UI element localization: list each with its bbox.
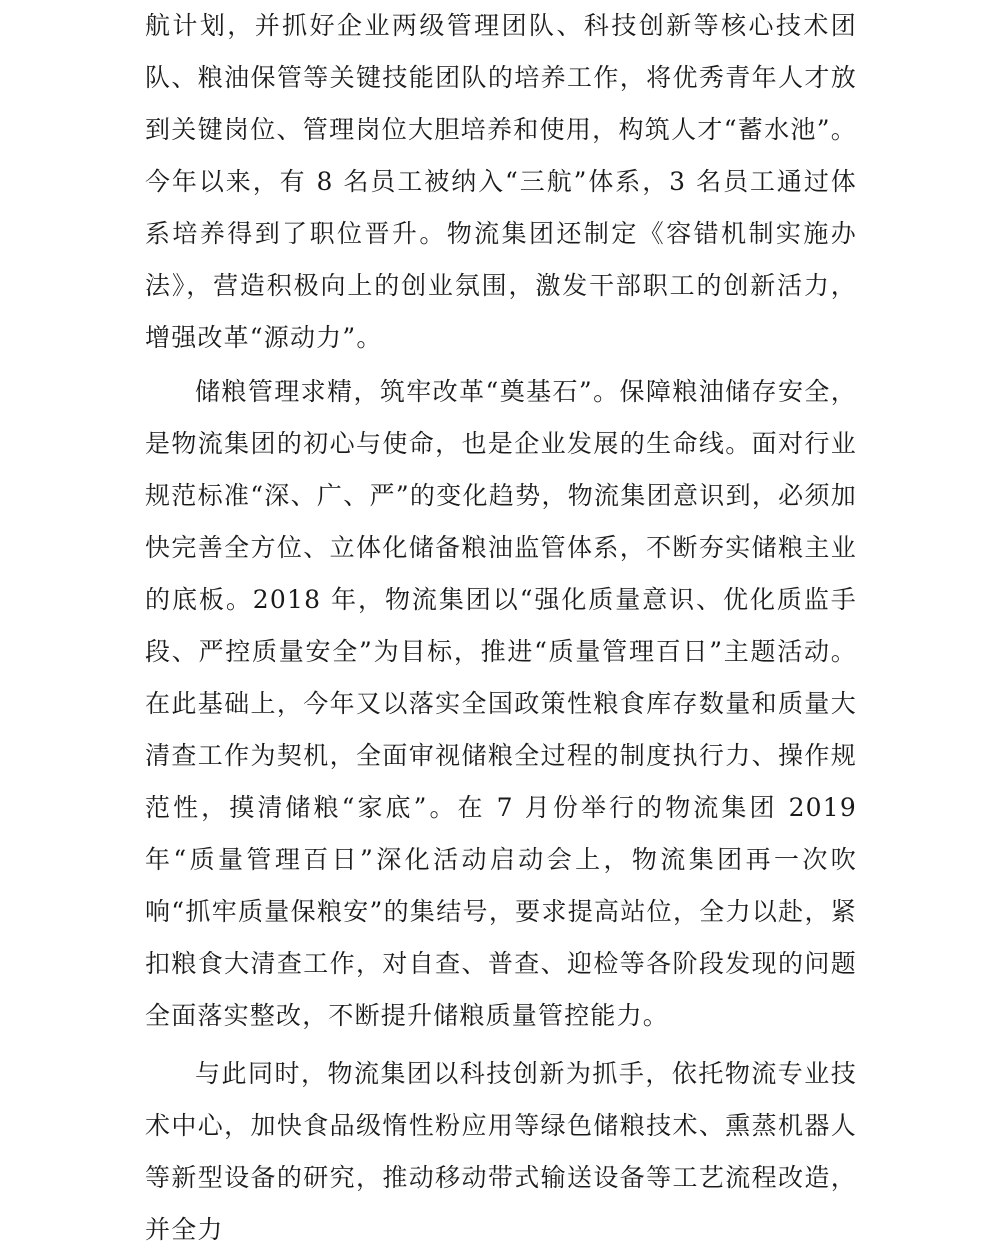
paragraph-technology-innovation: 与此同时，物流集团以科技创新为抓手，依托物流专业技术中心，加快食品级惰性粉应用等绿色储粮技术、熏蒸机器人等新型设备的研究，推动移动带式输送设备等工艺流程改造，并全力 <box>145 1059 857 1244</box>
paragraph-talent-continued: 航计划，并抓好企业两级管理团队、科技创新等核心技术团队、粮油保管等关键技能团队的培养工作，将优秀青年人才放到关键岗位、管理岗位大胆培养和使用，构筑人才“蓄水池”。今年以来，有 8 名员工被纳入“三航”体系，3 名员工通过体系培养得到了职位晋升。物流集团还制定《容错机制实施办法》，营造积极向上的创业氛围，激发干部职工的创新活力，增强改革“源动力”。 <box>145 11 857 352</box>
paragraph-grain-storage-management: 储粮管理求精，筑牢改革“奠基石”。保障粮油储存安全，是物流集团的初心与使命，也是企业发展的生命线。面对行业规范标准“深、广、严”的变化趋势，物流集团意识到，必须加快完善全方位、立体化储备粮油监管体系，不断夯实储粮主业的底板。2018 年，物流集团以“强化质量意识、优化质监手段、严控质量安全”为目标，推进“质量管理百日”主题活动。在此基础上，今年又以落实全国政策性粮食库存数量和质量大清查工作为契机，全面审视储粮全过程的制度执行力、操作规范性，摸清储粮“家底”。在 7 月份举行的物流集团 2019 年“质量管理百日”深化活动启动会上，物流集团再一次吹响“抓牢质量保粮安”的集结号，要求提高站位，全力以赴，紧扣粮食大清查工作，对自查、普查、迎检等各阶段发现的问题全面落实整改，不断提升储粮质量管控能力。 <box>145 377 857 1030</box>
document-body <box>145 0 857 1256</box>
